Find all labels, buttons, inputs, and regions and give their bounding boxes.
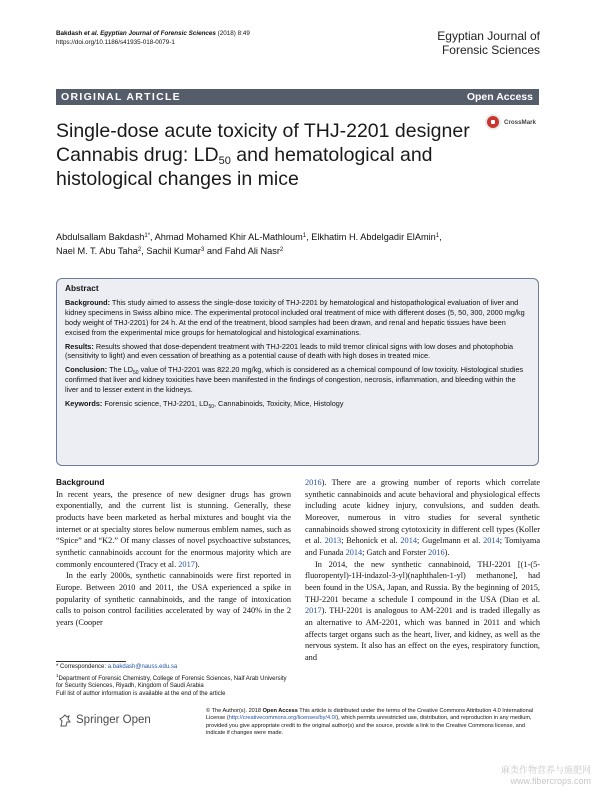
background-label: Background: bbox=[65, 297, 110, 307]
paragraph-text: ). There are a growing number of reports which correlate synthetic cannabinoids and acute behavioral and physiological effects including acute kidney injury, convulsions, and sudden death. Moreover, numerous in vitro studies for several synthetic cannabinoids showed strong cytotoxicity in different cell types (Koller et al. bbox=[305, 478, 540, 546]
body-paragraph bbox=[305, 477, 540, 559]
correspondence bbox=[56, 664, 291, 672]
affiliation bbox=[56, 672, 291, 691]
author-name[interactable]: Nael M. T. Abu Taha bbox=[56, 245, 138, 256]
abstract-heading: Abstract bbox=[65, 283, 99, 293]
paragraph-text: ; Behonick et al. bbox=[341, 536, 401, 546]
author-name[interactable]: Sachil Kumar bbox=[146, 245, 201, 256]
springer-horse-icon bbox=[58, 714, 72, 728]
license-notice bbox=[206, 708, 540, 737]
conclusion-text: value of THJ-2201 was 822.20 mg/kg, which is considered as a chemical compound of low toxicity. Histological studies confirmed that liver and kidney toxicities have been manifested in the findings of congestion, necrosis, inflammation, and bleeding within the liver and to lesser extent in the kidneys. bbox=[65, 365, 524, 395]
cite-authors: Bakdash bbox=[56, 30, 84, 37]
citation-link[interactable]: 2016 bbox=[428, 547, 445, 557]
author-name[interactable]: Ahmad Mohamed Khir AL-Mathloum bbox=[154, 232, 303, 242]
crossmark-label: CrossMark bbox=[504, 119, 536, 126]
author-affiliation: 2 bbox=[137, 246, 142, 253]
citation-link[interactable]: 2014 bbox=[345, 547, 363, 557]
affiliation-text: Department of Forensic Chemistry, College of Forensic Sciences, Naif Arab University for Security Sciences, Riyadh, Kingdom of Saudi Arabia bbox=[56, 675, 287, 690]
journal-line-1: Egyptian Journal of bbox=[437, 29, 540, 43]
title-subscript: 50 bbox=[218, 155, 231, 167]
springer-open-logo bbox=[58, 712, 176, 730]
body-left-column bbox=[56, 477, 291, 629]
results-text: Results showed that dose-dependent treatment with THJ-2201 leads to mild tremor clinical signs with low doses and photophobia (sensitivity to light) and even cessation of breathing as a potential cause of death with high doses in treated mice. bbox=[65, 341, 514, 361]
license-text: This article is distributed under the terms of the Creative Commons Attribution 4.0 International License ( bbox=[206, 708, 534, 722]
abstract-background bbox=[65, 298, 530, 338]
keywords-text: , Cannabinoids, Toxicity, Mice, Histology bbox=[214, 399, 344, 409]
citation-header bbox=[56, 30, 250, 47]
body-right-column bbox=[305, 477, 540, 664]
author-separator: , bbox=[150, 232, 155, 242]
author-separator: , bbox=[439, 232, 442, 242]
paragraph-text: In 2014, the new synthetic cannabinoid, THJ-2201 [(1-(5-fluoropentyl)-1H-indazol-3-yl)(naphthalen-1-yl) methanone], had been found in the USA, Japan, and Russia. By the beginning of 2015, THJ-2201 became a schedule I compound in the USA (Diao et al. bbox=[305, 559, 540, 604]
paragraph-text: ). bbox=[444, 547, 450, 557]
license-text: ), which permits unrestricted use, distribution, and reproduction in any medium, provided you give appropriate credit to the original author(s) and the source, provide a link to the Creative Commons license, and indicate if changes were made. bbox=[206, 715, 532, 736]
abstract-keywords bbox=[65, 399, 530, 409]
keywords-text: Forensic science, THJ-2201, LD bbox=[102, 399, 209, 409]
citation-link[interactable]: 2014 bbox=[400, 536, 417, 546]
correspondence-email-link[interactable]: a.bakdash@nauss.edu.sa bbox=[107, 664, 178, 670]
paragraph-text: ; Gugelmann et al. bbox=[417, 536, 484, 546]
crossmark-icon bbox=[485, 114, 501, 130]
results-label: Results: bbox=[65, 341, 94, 351]
abstract-box bbox=[56, 278, 539, 466]
cite-etal: et al. bbox=[84, 30, 99, 37]
springer-open-text: Open bbox=[119, 714, 151, 726]
cite-journal: Egyptian Journal of Forensic Sciences bbox=[98, 30, 216, 37]
conclusion-label: Conclusion: bbox=[65, 365, 108, 375]
author-affiliation: 3 bbox=[200, 246, 205, 253]
author-name[interactable]: Fahd Ali Nasr bbox=[224, 245, 280, 256]
author-separator: , bbox=[306, 232, 312, 242]
open-access-label: Open Access bbox=[466, 91, 533, 103]
paragraph-text: ). bbox=[194, 559, 200, 569]
author-separator: and bbox=[204, 245, 225, 256]
abstract-conclusion bbox=[65, 365, 530, 395]
license-text: © The Author(s). 2018 bbox=[206, 708, 263, 714]
author-list bbox=[56, 231, 496, 258]
affiliation-number: 1 bbox=[56, 672, 59, 678]
license-open-access: Open Access bbox=[262, 708, 298, 714]
paragraph-text: ). THJ-2201 is analogous to AM-2201 and is traded illegally as an alternative to AM-2201, which was banned in 2011 and which affects target organs such as the heart, liver, and kidney, as well as the nervous system. It also has an effect on the eyes, respiratory function, and bbox=[305, 606, 540, 662]
citation-link[interactable]: 2016 bbox=[305, 478, 322, 487]
license-link[interactable]: http://creativecommons.org/licenses/by/4.0/ bbox=[228, 715, 337, 722]
title-part-1: Single-dose acute toxicity of THJ-2201 designer Cannabis drug: LD bbox=[56, 120, 470, 166]
citation-link[interactable]: 2017 bbox=[305, 606, 322, 616]
author-affiliation: 2 bbox=[279, 246, 284, 253]
abstract-results bbox=[65, 342, 530, 362]
author-name[interactable]: Elkhatim H. Abdelgadir ElAmin bbox=[311, 232, 436, 242]
keywords-subscript: 50 bbox=[208, 404, 214, 411]
footnote-divider bbox=[56, 661, 126, 662]
title-part-2: and hematological and histological changes in mice bbox=[56, 144, 433, 190]
correspondence-label: * Correspondence: bbox=[56, 664, 108, 670]
doi-link[interactable]: https://doi.org/10.1186/s41935-018-0079-1 bbox=[56, 38, 175, 46]
crossmark-badge[interactable] bbox=[485, 112, 543, 134]
paragraph-text: ; Tomiyama and Funada bbox=[305, 536, 541, 557]
watermark-line-2: www.fibercrops.com bbox=[510, 776, 591, 786]
springer-wordmark bbox=[76, 714, 151, 726]
footnote bbox=[56, 664, 291, 699]
watermark-line-1: 麻类作物营养与施肥网 bbox=[500, 765, 591, 775]
body-paragraph bbox=[305, 559, 540, 664]
author-name[interactable]: Abdulsallam Bakdash bbox=[56, 232, 145, 242]
paragraph-text: ; Gatch and Forster bbox=[362, 547, 429, 557]
journal-line-2: Forensic Sciences bbox=[441, 43, 540, 57]
body-paragraph: In the early 2000s, synthetic cannabinoids were first reported in Europe. Between 2010 and 2011, the USA experienced a spike in popularity of synthetic cannabinoids, and the range of intoxication calls to poison control facilities accelerated by way of 240% in the 2 years (Cooper bbox=[56, 571, 291, 627]
citation-link[interactable]: 2014 bbox=[483, 536, 500, 546]
watermark bbox=[501, 765, 591, 787]
section-heading-background: Background bbox=[56, 477, 105, 487]
article-type-label: ORIGINAL ARTICLE bbox=[61, 91, 181, 103]
paragraph-text: In recent years, the presence of new designer drugs has grown exponentially, and the current list is stunning. Generally, these products have been marketed as herbal mixtures and bought via the internet or at specialty stores below numerous emblem names, such as “Spice” and “K2.” Of many classes of novel psychoactive substances, synthetic cannabinoids account for the enormous majority which are commonly encountered (Tracy et al. bbox=[56, 489, 291, 569]
cite-pages: (2018) 8:49 bbox=[215, 30, 250, 37]
body-paragraph bbox=[56, 489, 291, 571]
springer-name: Springer bbox=[76, 714, 120, 726]
journal-name bbox=[437, 29, 540, 57]
article-type-bar bbox=[56, 89, 539, 105]
article-title bbox=[56, 119, 486, 191]
author-separator: , bbox=[141, 245, 147, 256]
conclusion-subscript: 50 bbox=[133, 370, 139, 377]
background-text: This study aimed to assess the single-dose toxicity of THJ-2201 by hematological and histopathological evaluation of liver and kidney specimens in Swiss albino mice. The experimental protocol included oral treatment of mice with different doses (5, 50, 300, 2000 mg/kg body weight of THJ-2201) for 24 h. At the end of the treatment, blood samples had been drawn, and renal and hepatic tissues have been excised from the experimental mice groups for hematological and histological examinations. bbox=[65, 297, 525, 337]
author-affiliation: 1 bbox=[435, 233, 440, 239]
citation-link[interactable]: 2013 bbox=[324, 536, 342, 546]
keywords-label: Keywords: bbox=[65, 399, 103, 409]
author-affiliation: 1* bbox=[144, 233, 151, 239]
author-affiliation: 1 bbox=[302, 233, 307, 239]
conclusion-text: The LD bbox=[107, 365, 133, 375]
citation-link[interactable]: 2017 bbox=[178, 559, 195, 569]
full-list-note: Full list of author information is available at the end of the article bbox=[56, 691, 226, 698]
